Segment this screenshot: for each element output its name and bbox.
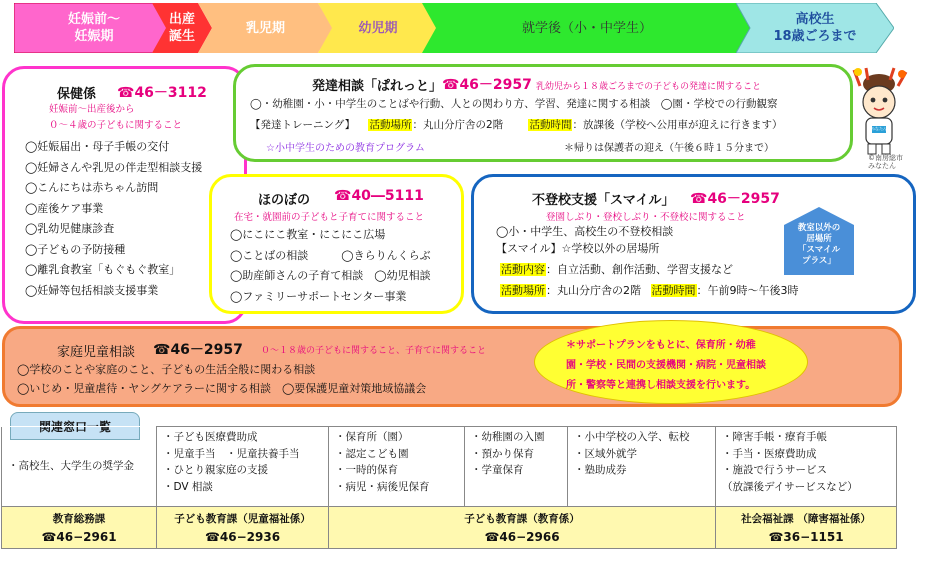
stage-toddler (318, 3, 438, 53)
honobono-list (230, 225, 431, 307)
dept-phone: ☎46−2936 (204, 529, 281, 544)
support-plan-text: ＊サポートプランをもとに、保育所・幼稚 園・学校・民間の支援機関・病院・児童相談 所・警察等と連携し相談支援を行います。 (566, 340, 766, 391)
time-value: ：午前9時～午後3時 (696, 284, 799, 297)
list-item: ◯妊婦等包括相談支援事業 (25, 283, 159, 297)
hattatsu-phone: ☎46－2957 (442, 77, 532, 93)
cell-line: ・幼稚園の入園 (471, 431, 545, 443)
hoken-list (25, 137, 202, 301)
cell-line: ・小中学校の入学、転校 (574, 431, 690, 443)
dept-name: 子ども教育課（教育係） (464, 512, 580, 525)
dept-cell (157, 507, 329, 549)
dept-cell (329, 507, 716, 549)
cell-line: （放課後デイサービスなど） (722, 480, 858, 493)
stage-label: 高校生 18歳ごろまで (773, 12, 857, 44)
table-cell (465, 427, 568, 507)
cell-line: ・児童手当 ・児童扶養手当 (163, 447, 300, 460)
place-label: 活動場所 (501, 284, 545, 297)
time-value: ：放課後（学校へ公用車が迎えに行きます） (572, 119, 783, 131)
cell-line: ・学童保育 (471, 464, 524, 476)
dept-cell (716, 507, 897, 549)
honobono-box (209, 174, 464, 314)
place-value: ：丸山分庁舎の2階 (412, 119, 504, 131)
katei-line2: ◯いじめ・児童虐待・ヤングケアラーに関する相談 ◯要保護児童対策地域協議会 (17, 382, 427, 395)
dept-name: 社会福祉課 （障害福祉係） (741, 512, 871, 525)
list-item: ◯離乳食教室「もぐもぐ教室」 (25, 263, 181, 276)
stage-label: 出産 誕生 (168, 12, 195, 44)
hoken-phone: ☎46－3112 (117, 85, 207, 101)
mascot-badge: みなたん (871, 126, 887, 131)
table-cell (329, 427, 465, 507)
list-item: ◯妊婦さんや乳児の伴走型相談支援 (25, 160, 203, 174)
cell-line: ・病児・病後児保育 (335, 480, 430, 493)
hattatsu-note: ＊帰りは保護者の迎え（午後６時１５分まで） (564, 143, 774, 154)
cell-line: ・障害手帳・療育手帳 (722, 431, 827, 443)
stage-label: 妊娠前～ 妊娠期 (67, 12, 120, 44)
smile-title: 不登校支援「スマイル」 (532, 193, 675, 208)
place-label: 活動場所 (369, 119, 412, 131)
stage-pregnancy (14, 3, 174, 53)
cell-line: ・施設で行うサービス (722, 464, 827, 476)
dept-phone: ☎36−1151 (768, 529, 844, 544)
table-cell (568, 427, 716, 507)
cell-line: ・手当・医療費助成 (722, 447, 817, 460)
list-item: ◯産後ケア事業 (25, 201, 104, 215)
honobono-sub: 在宅・就園前の子どもと子育てに関すること (234, 212, 425, 223)
hoken-title: 保健係 (57, 87, 97, 102)
place-value: ：丸山分庁舎の2階 (546, 284, 641, 297)
cell-line: ・一時的保育 (335, 464, 398, 476)
dept-cell (2, 507, 157, 549)
cell-line: ・塾助成券 (574, 464, 627, 476)
table-cell (716, 427, 897, 507)
list-item: ◯ファミリーサポートセンター事業 (230, 289, 407, 303)
cell-line: ・区域外就学 (574, 447, 637, 460)
hoken-sub2: ０～４歳の子どもに関すること (49, 120, 183, 131)
cell-line: ・認定こども園 (335, 447, 409, 460)
cell-line: ・預かり保育 (471, 447, 534, 460)
cell-line: ・ひとり親家庭の支援 (163, 464, 268, 476)
cell-line: ・高校生、大学生の奨学金 (8, 460, 134, 473)
training-label: 【発達トレーニング】 (250, 119, 356, 131)
smile-line1: ◯小・中学生、高校生の不登校相談 (496, 225, 674, 238)
smile-sub: 登園しぶり・登校しぶり・不登校に関すること (546, 212, 746, 223)
smile-line2: 【スマイル】☆学校以外の居場所 (496, 242, 660, 255)
katei-sub: ０～１８歳の子どもに関すること、子育てに関すること (261, 346, 487, 356)
related-tab-label: 関連窓口一覧 (38, 419, 111, 434)
dept-phone: ☎46−2966 (484, 529, 560, 544)
stage-infant (198, 3, 333, 53)
content-value: ：自立活動、創作活動、学習支援など (546, 263, 733, 276)
list-item: ◯乳幼児健康診査 (25, 222, 115, 235)
time-label: 活動時間 (529, 119, 572, 131)
related-table (1, 426, 897, 549)
dept-phone: ☎46−2961 (41, 529, 117, 544)
honobono-phone: ☎40―5111 (334, 188, 424, 204)
mascot-image (848, 66, 910, 172)
list-item: ◯子どもの予防接種 (25, 242, 126, 256)
table-cell (2, 427, 157, 507)
hattatsu-sub: 乳幼児から１８歳ごろまでの子どもの発達に関すること (536, 82, 762, 92)
dept-name: 教育総務課 (52, 512, 106, 525)
dept-name: 子ども教育課（児童福祉係） (174, 512, 311, 525)
hattatsu-line1: ◯・幼稚園・小・中学生のことばや行動、人との関わり方、学習、発達に関する相談 ◯園・学校での行動観察 (250, 98, 778, 110)
stage-label: 乳児期 (245, 20, 285, 36)
list-item: ◯こんにちは赤ちゃん訪問 (25, 181, 159, 194)
hattatsu-title: 発達相談「ぱれっと」 (312, 79, 443, 94)
hoken-sub1: 妊娠前～出産後から (49, 104, 135, 115)
stage-label: 就学後（小・中学生） (521, 20, 652, 36)
list-item: ◯助産師さんの子育て相談 ◯幼児相談 (230, 269, 431, 282)
katei-phone: ☎46－2957 (153, 342, 243, 358)
hattatsu-box (233, 64, 853, 162)
katei-title: 家庭児童相談 (57, 345, 136, 360)
content-label: 活動内容 (501, 263, 545, 276)
smile-plus-house (784, 207, 854, 275)
stage-label: 幼児期 (358, 20, 398, 36)
cell-line: ・保育所（園） (335, 431, 409, 443)
stage-highschool (736, 3, 894, 53)
house-label: 教室以外の 居場所 「スマイル プラス」 (797, 223, 841, 266)
honobono-title: ほのぼの (258, 193, 311, 208)
mascot-caption: ©南房総市 みなたん (868, 154, 903, 170)
list-item: ◯ことばの相談 ◯きらりんくらぶ (230, 248, 431, 262)
list-item: ◯にこにこ教室・にこにこ広場 (230, 228, 386, 241)
time-label: 活動時間 (651, 284, 696, 297)
katei-line1: ◯学校のことや家庭のこと、子どもの生活全般に関わる相談 (17, 363, 316, 376)
list-item: ◯妊娠届出・母子手帳の交付 (25, 140, 170, 153)
cell-line: ・子ども医療費助成 (163, 431, 258, 443)
smile-box (471, 174, 916, 314)
stage-school (422, 3, 752, 53)
table-cell (157, 427, 329, 507)
cell-line: ・DV 相談 (163, 480, 213, 493)
smile-phone: ☎46－2957 (690, 191, 780, 207)
hattatsu-program: ☆小中学生のための教育プログラム (266, 143, 425, 154)
